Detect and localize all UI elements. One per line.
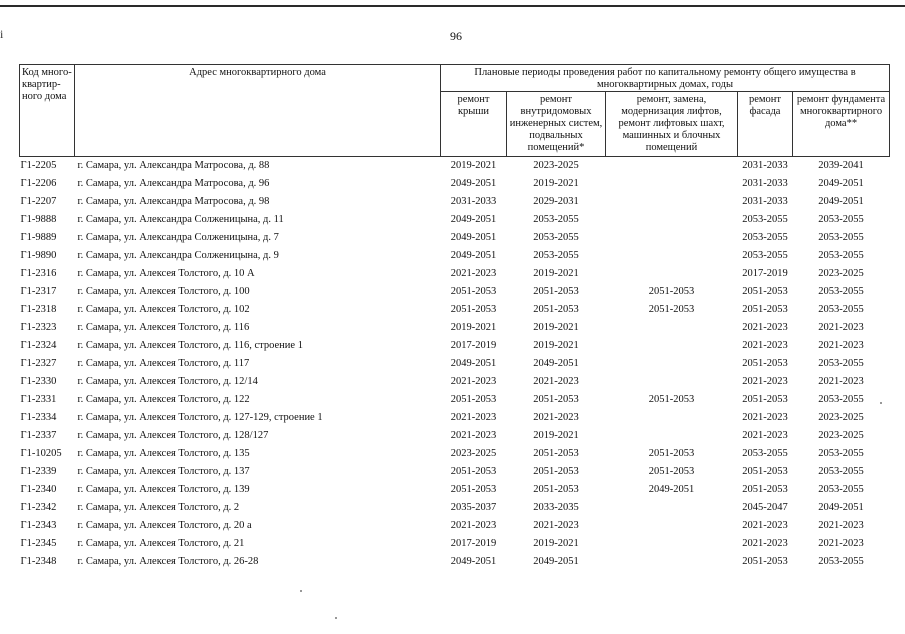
cell-code: Г1-2205 [20,160,57,171]
cell-lifts: 2049-2051 [648,484,695,495]
cell-foundation: 2023-2025 [818,412,864,423]
table-row [20,517,890,535]
cell-foundation: 2049-2051 [818,196,864,207]
cell-lifts: 2051-2053 [648,286,695,297]
cell-systems: 2053-2055 [533,250,579,261]
cell-foundation: 2053-2055 [818,250,864,261]
cell-lifts [606,409,738,427]
top-border-line [0,5,905,7]
cell-address: г. Самара, ул. Александра Солженицына, д. 9 [77,250,279,261]
cell-roof: 2049-2051 [450,214,497,225]
cell-systems: 2019-2021 [533,178,579,189]
cell-roof: 2049-2051 [450,232,497,243]
cell-systems: 2021-2023 [533,376,579,387]
table-row [20,373,890,391]
table-row [20,157,890,176]
cell-roof: 2051-2053 [450,466,497,477]
scan-speck [300,590,302,592]
cell-address: г. Самара, ул. Алексея Толстого, д. 2 [77,502,240,513]
cell-code: Г1-2334 [20,412,57,423]
header-code: Код много-квартир-ного дома [20,65,75,157]
cell-address: г. Самара, ул. Алексея Толстого, д. 139 [77,484,250,495]
cell-lifts [606,517,738,535]
cell-address: г. Самара, ул. Алексея Толстого, д. 128/127 [77,430,269,441]
cell-systems: 2019-2021 [533,430,579,441]
cell-foundation: 2053-2055 [818,286,864,297]
cell-facade: 2045-2047 [742,502,788,513]
cell-roof: 2021-2023 [450,376,497,387]
cell-systems: 2019-2021 [533,340,579,351]
cell-systems: 2023-2025 [533,160,579,171]
cell-foundation: 2053-2055 [818,394,864,405]
cell-address: г. Самара, ул. Александра Матросова, д. 98 [77,196,270,207]
cell-address: г. Самара, ул. Алексея Толстого, д. 135 [77,448,250,459]
cell-facade: 2053-2055 [742,232,788,243]
cell-address: г. Самара, ул. Алексея Толстого, д. 116, строение 1 [77,340,303,351]
cell-code: Г1-2207 [20,196,57,207]
cell-foundation: 2053-2055 [818,466,864,477]
table-row [20,265,890,283]
table-row [20,355,890,373]
cell-code: Г1-2348 [20,556,57,567]
table-row [20,427,890,445]
table-row [20,319,890,337]
header-periods-group: Плановые периоды проведения работ по капитальному ремонту общего имущества в многоквартирных домах, годы [441,65,890,92]
repair-schedule-table [19,64,890,571]
cell-systems: 2051-2053 [533,466,579,477]
cell-code: Г1-2345 [20,538,57,549]
cell-lifts [606,337,738,355]
cell-roof: 2049-2051 [450,358,497,369]
cell-lifts [606,535,738,553]
cell-roof: 2051-2053 [450,304,497,315]
cell-foundation: 2049-2051 [818,178,864,189]
header-lifts: ремонт, замена, модернизация лифтов, ремонт лифтовых шахт, машинных и блочных помещений [606,92,738,157]
scan-speck [335,617,337,619]
cell-facade: 2051-2053 [742,556,788,567]
header-foundation: ремонт фундамента многоквартирного дома** [793,92,890,157]
cell-systems: 2021-2023 [533,412,579,423]
cell-foundation: 2053-2055 [818,448,864,459]
cell-foundation: 2053-2055 [818,214,864,225]
cell-lifts [606,427,738,445]
table-row [20,301,890,319]
cell-address: г. Самара, ул. Алексея Толстого, д. 117 [77,358,250,369]
table-row [20,409,890,427]
cell-foundation: 2021-2023 [818,340,864,351]
cell-roof: 2017-2019 [450,538,497,549]
cell-roof: 2031-2033 [450,196,497,207]
header-facade: ремонт фасада [738,92,793,157]
cell-address: г. Самара, ул. Алексея Толстого, д. 102 [77,304,250,315]
cell-address: г. Самара, ул. Алексея Толстого, д. 20 а [77,520,252,531]
cell-foundation: 2023-2025 [818,268,864,279]
cell-address: г. Самара, ул. Алексея Толстого, д. 21 [77,538,245,549]
cell-address: г. Самара, ул. Александра Матросова, д. 96 [77,178,270,189]
cell-facade: 2051-2053 [742,466,788,477]
cell-code: Г1-2340 [20,484,57,495]
cell-roof: 2021-2023 [450,412,497,423]
cell-code: Г1-10205 [20,448,62,459]
cell-systems: 2051-2053 [533,394,579,405]
cell-lifts [606,373,738,391]
cell-address: г. Самара, ул. Александра Солженицына, д. 11 [77,214,284,225]
cell-foundation: 2021-2023 [818,322,864,333]
cell-roof: 2049-2051 [450,178,497,189]
cell-lifts [606,247,738,265]
cell-foundation: 2053-2055 [818,556,864,567]
cell-foundation: 2021-2023 [818,376,864,387]
cell-facade: 2021-2023 [742,322,788,333]
cell-address: г. Самара, ул. Алексея Толстого, д. 12/14 [77,376,258,387]
cell-roof: 2017-2019 [450,340,497,351]
cell-foundation: 2053-2055 [818,358,864,369]
header-address: Адрес многоквартирного дома [75,65,441,157]
cell-roof: 2019-2021 [450,160,497,171]
cell-roof: 2049-2051 [450,250,497,261]
cell-lifts [606,193,738,211]
cell-code: Г1-2330 [20,376,57,387]
cell-roof: 2023-2025 [450,448,497,459]
table-row [20,337,890,355]
header-systems: ремонт внутридомовых инженерных систем, подвальных помещений* [507,92,606,157]
cell-facade: 2021-2023 [742,430,788,441]
cell-address: г. Самара, ул. Александра Матросова, д. 88 [77,160,270,171]
cell-foundation: 2053-2055 [818,232,864,243]
cell-facade: 2021-2023 [742,538,788,549]
cell-roof: 2051-2053 [450,286,497,297]
cell-systems: 2019-2021 [533,322,579,333]
cell-facade: 2031-2033 [742,178,788,189]
cell-systems: 2053-2055 [533,214,579,225]
scan-speck [880,402,882,404]
cell-facade: 2021-2023 [742,340,788,351]
page-number: 96 [450,29,462,43]
table-row [20,445,890,463]
cell-facade: 2051-2053 [742,358,788,369]
cell-code: Г1-2317 [20,286,57,297]
cell-facade: 2051-2053 [742,484,788,495]
cell-foundation: 2053-2055 [818,484,864,495]
cell-roof: 2021-2023 [450,268,497,279]
cell-lifts [606,211,738,229]
cell-systems: 2053-2055 [533,232,579,243]
cell-facade: 2017-2019 [742,268,788,279]
cell-systems: 2019-2021 [533,538,579,549]
cell-code: Г1-2323 [20,322,57,333]
cell-systems: 2051-2053 [533,484,579,495]
cell-systems: 2021-2023 [533,520,579,531]
cell-lifts [606,553,738,571]
cell-roof: 2019-2021 [450,322,497,333]
cell-foundation: 2053-2055 [818,304,864,315]
cell-lifts [606,229,738,247]
cell-code: Г1-9889 [20,232,57,243]
cell-lifts: 2051-2053 [648,466,695,477]
cell-address: г. Самара, ул. Алексея Толстого, д. 137 [77,466,250,477]
cell-foundation: 2021-2023 [818,520,864,531]
table-row [20,283,890,301]
table-row [20,481,890,499]
cell-facade: 2021-2023 [742,376,788,387]
cell-lifts [606,175,738,193]
cell-systems: 2049-2051 [533,556,579,567]
cell-code: Г1-2343 [20,520,57,531]
cell-address: г. Самара, ул. Алексея Толстого, д. 122 [77,394,250,405]
header-row-top [20,65,890,92]
cell-lifts [606,157,738,176]
cell-code: Г1-9888 [20,214,57,225]
cell-address: г. Самара, ул. Алексея Толстого, д. 10 А [77,268,255,279]
header-roof: ремонт крыши [441,92,507,157]
cell-facade: 2053-2055 [742,448,788,459]
table-body [20,157,890,572]
cell-systems: 2051-2053 [533,286,579,297]
cell-facade: 2051-2053 [742,394,788,405]
cell-facade: 2053-2055 [742,214,788,225]
cell-code: Г1-2342 [20,502,57,513]
cell-code: Г1-2331 [20,394,57,405]
cell-systems: 2029-2031 [533,196,579,207]
table-row [20,229,890,247]
cell-code: Г1-2324 [20,340,57,351]
cell-roof: 2035-2037 [450,502,497,513]
cell-roof: 2021-2023 [450,430,497,441]
cell-code: Г1-2318 [20,304,57,315]
cell-facade: 2021-2023 [742,520,788,531]
cell-roof: 2051-2053 [450,394,497,405]
cell-lifts: 2051-2053 [648,394,695,405]
cell-systems: 2049-2051 [533,358,579,369]
table-row [20,193,890,211]
table-row [20,463,890,481]
cell-roof: 2051-2053 [450,484,497,495]
cell-address: г. Самара, ул. Александра Солженицына, д. 7 [77,232,279,243]
table-row [20,535,890,553]
cell-lifts [606,355,738,373]
cell-lifts: 2051-2053 [648,304,695,315]
cell-code: Г1-2337 [20,430,57,441]
cell-foundation: 2049-2051 [818,502,864,513]
cell-code: Г1-2316 [20,268,57,279]
cell-systems: 2033-2035 [533,502,579,513]
cell-foundation: 2039-2041 [818,160,864,171]
cell-code: Г1-2339 [20,466,57,477]
cell-facade: 2051-2053 [742,286,788,297]
cell-address: г. Самара, ул. Алексея Толстого, д. 100 [77,286,250,297]
margin-mark: i [0,27,4,41]
cell-facade: 2051-2053 [742,304,788,315]
table-row [20,499,890,517]
cell-code: Г1-2327 [20,358,57,369]
cell-facade: 2021-2023 [742,412,788,423]
cell-lifts: 2051-2053 [648,448,695,459]
cell-lifts [606,499,738,517]
cell-address: г. Самара, ул. Алексея Толстого, д. 26-28 [77,556,259,567]
table-row [20,175,890,193]
cell-facade: 2031-2033 [742,196,788,207]
table-row [20,391,890,409]
cell-code: Г1-2206 [20,178,57,189]
cell-lifts [606,265,738,283]
table-row [20,553,890,571]
cell-systems: 2019-2021 [533,268,579,279]
cell-address: г. Самара, ул. Алексея Толстого, д. 127-129, строение 1 [77,412,323,423]
cell-facade: 2053-2055 [742,250,788,261]
table-row [20,211,890,229]
cell-systems: 2051-2053 [533,304,579,315]
cell-lifts [606,319,738,337]
cell-roof: 2021-2023 [450,520,497,531]
cell-systems: 2051-2053 [533,448,579,459]
cell-facade: 2031-2033 [742,160,788,171]
cell-roof: 2049-2051 [450,556,497,567]
cell-foundation: 2023-2025 [818,430,864,441]
cell-code: Г1-9890 [20,250,57,261]
cell-foundation: 2021-2023 [818,538,864,549]
table-row [20,247,890,265]
cell-address: г. Самара, ул. Алексея Толстого, д. 116 [77,322,250,333]
